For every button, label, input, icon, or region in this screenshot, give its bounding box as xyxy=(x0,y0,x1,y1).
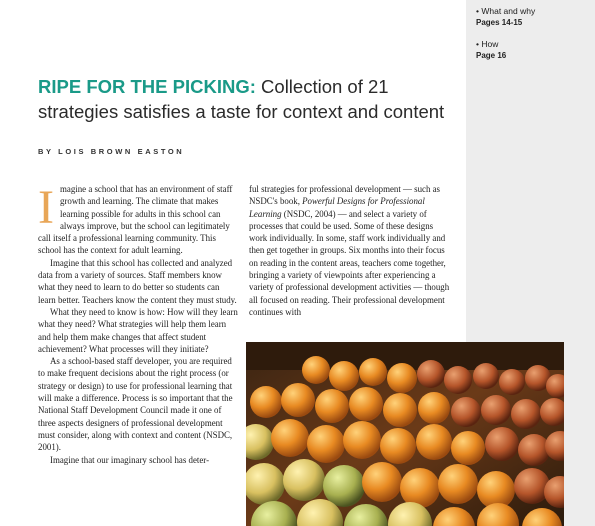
sidebar-item-how[interactable] xyxy=(476,39,506,61)
paragraph-continued-b: (NSDC, 2004) — and select a variety of processes that could be used. Some of these designs work individually. In some, staff work individually and then get together in groups. Six months into their focus on reading in the content areas, teachers come together, bringing a variety of viewpoints after experiencing a variety of professional development activities — though all focused on reading. Their professional development continues with xyxy=(249,208,450,317)
paragraph-1: magine a school that has an environment of staff growth and learning. The climate that makes learning possible for adults in this school can always improve, but the school can legitimately call itself a professional learning community. This school has the context for adult learning. xyxy=(38,184,233,256)
headline-line-2: strategies satisfies a taste for context and content xyxy=(38,101,445,122)
paragraph-2: Imagine that this school has collected and analyzed data from a variety of sources. Staff members know what they need to learn to do better so students can learn better. Teachers know the content they must study. xyxy=(38,257,237,305)
paragraph-4: As a school-based staff developer, you are required to make frequent decisions about the right process (or strategy or design) to use for professional learning that will make a difference. Process is so important that the National Staff Development Council made it one of three aspects designers of professional development must consider, along with context and content (NSDC, 2001). xyxy=(38,356,233,453)
article-column-right xyxy=(249,183,451,318)
article-column-left xyxy=(38,183,238,466)
paragraph-5: Imagine that our imaginary school has deter- xyxy=(50,454,210,465)
paragraph-3: What they need to know is how: How will they learn what they need? What strategies will help them learn and help them make changes that affect student achievement? What processes will they initiate? xyxy=(38,306,238,354)
sidebar-item-pages: Page 16 xyxy=(476,51,507,60)
fruit-image xyxy=(246,342,564,526)
sidebar-item-what-and-why[interactable] xyxy=(476,6,535,28)
sidebar-item-pages: Pages 14-15 xyxy=(476,18,523,27)
headline-line-1: Collection of 21 xyxy=(255,76,389,97)
byline: BY LOIS BROWN EASTON xyxy=(38,147,185,156)
article-headline xyxy=(38,74,468,124)
paragraph-continued-a: ful strategies for professional development — such as NSDC's book, xyxy=(249,184,441,207)
sidebar-item-label: • What and why xyxy=(476,6,536,16)
fruit-photo xyxy=(246,342,564,526)
book-title: Powerful Designs for Professional Learning xyxy=(249,196,425,219)
sidebar-item-label: • How xyxy=(476,39,499,49)
headline-kicker: RIPE FOR THE PICKING: xyxy=(38,76,256,97)
drop-cap: I xyxy=(38,181,54,234)
